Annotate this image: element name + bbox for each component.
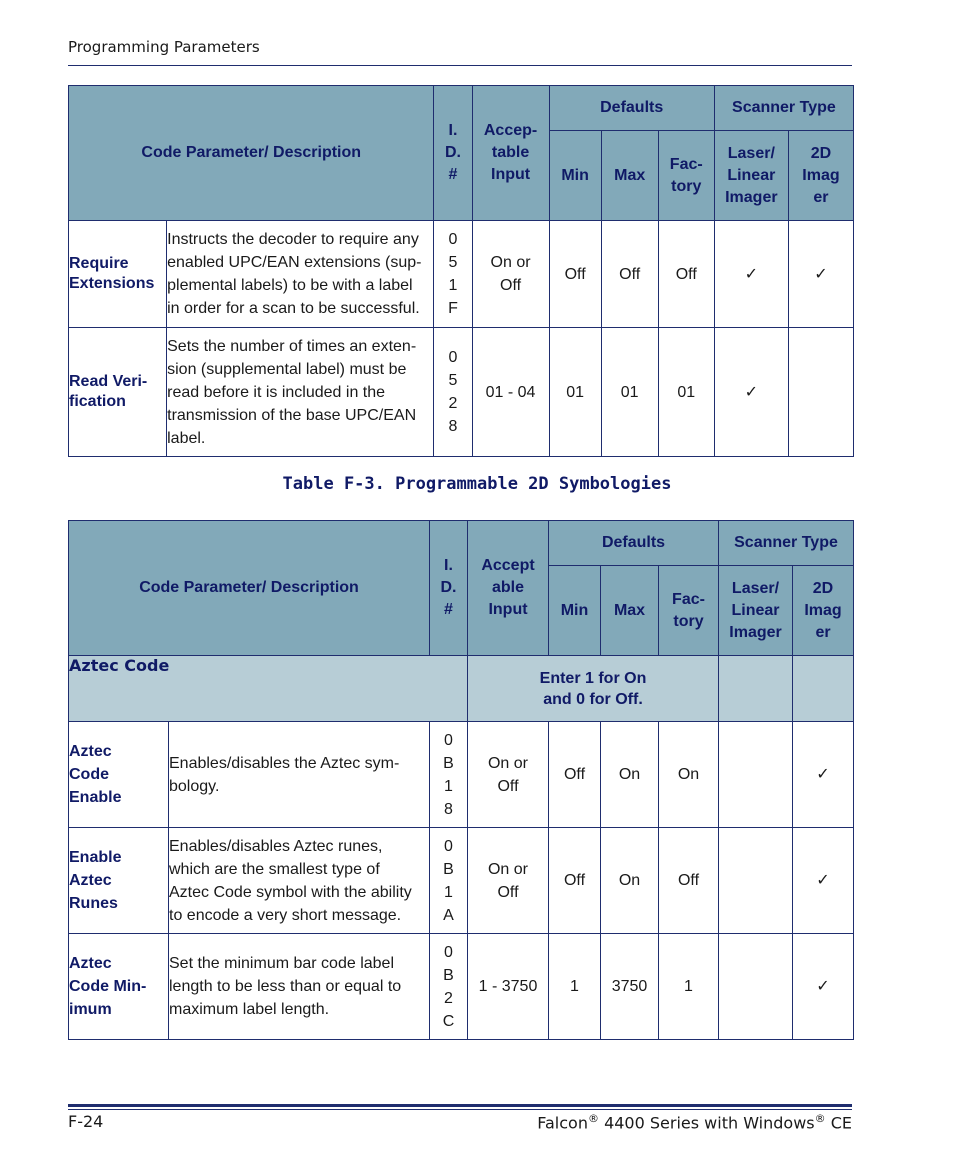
param-max: On <box>601 828 659 934</box>
col-header-code-param: Code Parameter/ Description <box>69 521 430 656</box>
param-id: 0 5 2 8 <box>434 328 472 457</box>
col-header-id: I. D. # <box>430 521 468 656</box>
footer-rule <box>68 1104 852 1107</box>
param-min: 1 <box>549 934 601 1040</box>
param-name: Aztec Code Min- imum <box>69 934 169 1040</box>
col-header-defaults: Defaults <box>549 521 719 566</box>
param-id: 0 B 1 A <box>430 828 468 934</box>
group-empty-cell <box>719 656 793 722</box>
table-2d-symbologies <box>68 520 854 1040</box>
check-icon <box>719 722 793 828</box>
param-input: On or Off <box>468 722 549 828</box>
param-input: 01 - 04 <box>472 328 549 457</box>
group-empty-cell <box>793 656 854 722</box>
param-description: Sets the number of times an exten- sion (supplemental label) must be read before it is included in the transmission of the base UPC/EAN label. <box>167 328 434 457</box>
param-min: 01 <box>549 328 601 457</box>
param-max: 3750 <box>601 934 659 1040</box>
table-row <box>69 828 854 934</box>
col-header-2d-imager: 2D Imag er <box>788 131 853 221</box>
col-header-laser: Laser/ Linear Imager <box>714 131 788 221</box>
col-header-acceptable-input: Accep- table Input <box>472 86 549 221</box>
check-icon <box>719 828 793 934</box>
param-description: Enables/disables Aztec runes, which are the smallest type of Aztec Code symbol with the ability to encode a very short message. <box>169 828 430 934</box>
table-row <box>69 934 854 1040</box>
param-factory: Off <box>658 221 714 328</box>
param-min: Off <box>549 722 601 828</box>
param-input: On or Off <box>468 828 549 934</box>
col-header-max: Max <box>601 131 658 221</box>
check-icon <box>719 934 793 1040</box>
col-header-max: Max <box>601 566 659 656</box>
check-icon: ✓ <box>788 221 853 328</box>
param-max: 01 <box>601 328 658 457</box>
col-header-laser: Laser/ Linear Imager <box>719 566 793 656</box>
param-max: Off <box>601 221 658 328</box>
running-header: Programming Parameters <box>68 38 260 56</box>
param-factory: Off <box>659 828 719 934</box>
param-input: 1 - 3750 <box>468 934 549 1040</box>
param-factory: 1 <box>659 934 719 1040</box>
param-name: Enable Aztec Runes <box>69 828 169 934</box>
page-number: F-24 <box>68 1112 104 1131</box>
param-name: Aztec Code Enable <box>69 722 169 828</box>
col-header-min: Min <box>549 566 601 656</box>
footer-title: Falcon® 4400 Series with Windows® CE <box>537 1112 852 1133</box>
col-header-factory: Fac- tory <box>658 131 714 221</box>
header-rule <box>68 65 852 66</box>
param-id: 0 5 1 F <box>434 221 472 328</box>
group-note: Enter 1 for On and 0 for Off. <box>468 656 719 722</box>
table-upc-ean-params <box>68 85 854 457</box>
param-description: Instructs the decoder to require any enabled UPC/EAN extensions (sup- plemental labels) to be with a label in order for a scan to be successful. <box>167 221 434 328</box>
param-min: Off <box>549 221 601 328</box>
footer-rule <box>68 1109 852 1110</box>
table-row <box>69 221 854 328</box>
col-header-scanner-type: Scanner Type <box>714 86 853 131</box>
col-header-id: I. D. # <box>434 86 472 221</box>
param-id: 0 B 1 8 <box>430 722 468 828</box>
check-icon <box>788 328 853 457</box>
col-header-factory: Fac- tory <box>659 566 719 656</box>
param-id: 0 B 2 C <box>430 934 468 1040</box>
param-factory: On <box>659 722 719 828</box>
param-input: On or Off <box>472 221 549 328</box>
param-name: Read Veri- fication <box>69 328 167 457</box>
check-icon: ✓ <box>714 328 788 457</box>
col-header-acceptable-input: Accept able Input <box>468 521 549 656</box>
param-name: Require Extensions <box>69 221 167 328</box>
group-row-aztec <box>69 656 854 722</box>
col-header-2d-imager: 2D Imag er <box>793 566 854 656</box>
table-row <box>69 328 854 457</box>
check-icon: ✓ <box>714 221 788 328</box>
param-min: Off <box>549 828 601 934</box>
check-icon: ✓ <box>793 934 854 1040</box>
col-header-min: Min <box>549 131 601 221</box>
col-header-scanner-type: Scanner Type <box>719 521 854 566</box>
col-header-code-param: Code Parameter/ Description <box>69 86 434 221</box>
param-factory: 01 <box>658 328 714 457</box>
check-icon: ✓ <box>793 828 854 934</box>
param-max: On <box>601 722 659 828</box>
col-header-defaults: Defaults <box>549 86 714 131</box>
table-caption: Table F-3. Programmable 2D Symbologies <box>282 474 672 494</box>
check-icon: ✓ <box>793 722 854 828</box>
param-description: Enables/disables the Aztec sym- bology. <box>169 722 430 828</box>
param-description: Set the minimum bar code label length to be less than or equal to maximum label length. <box>169 934 430 1040</box>
group-title: Aztec Code <box>69 656 468 722</box>
table-row <box>69 722 854 828</box>
